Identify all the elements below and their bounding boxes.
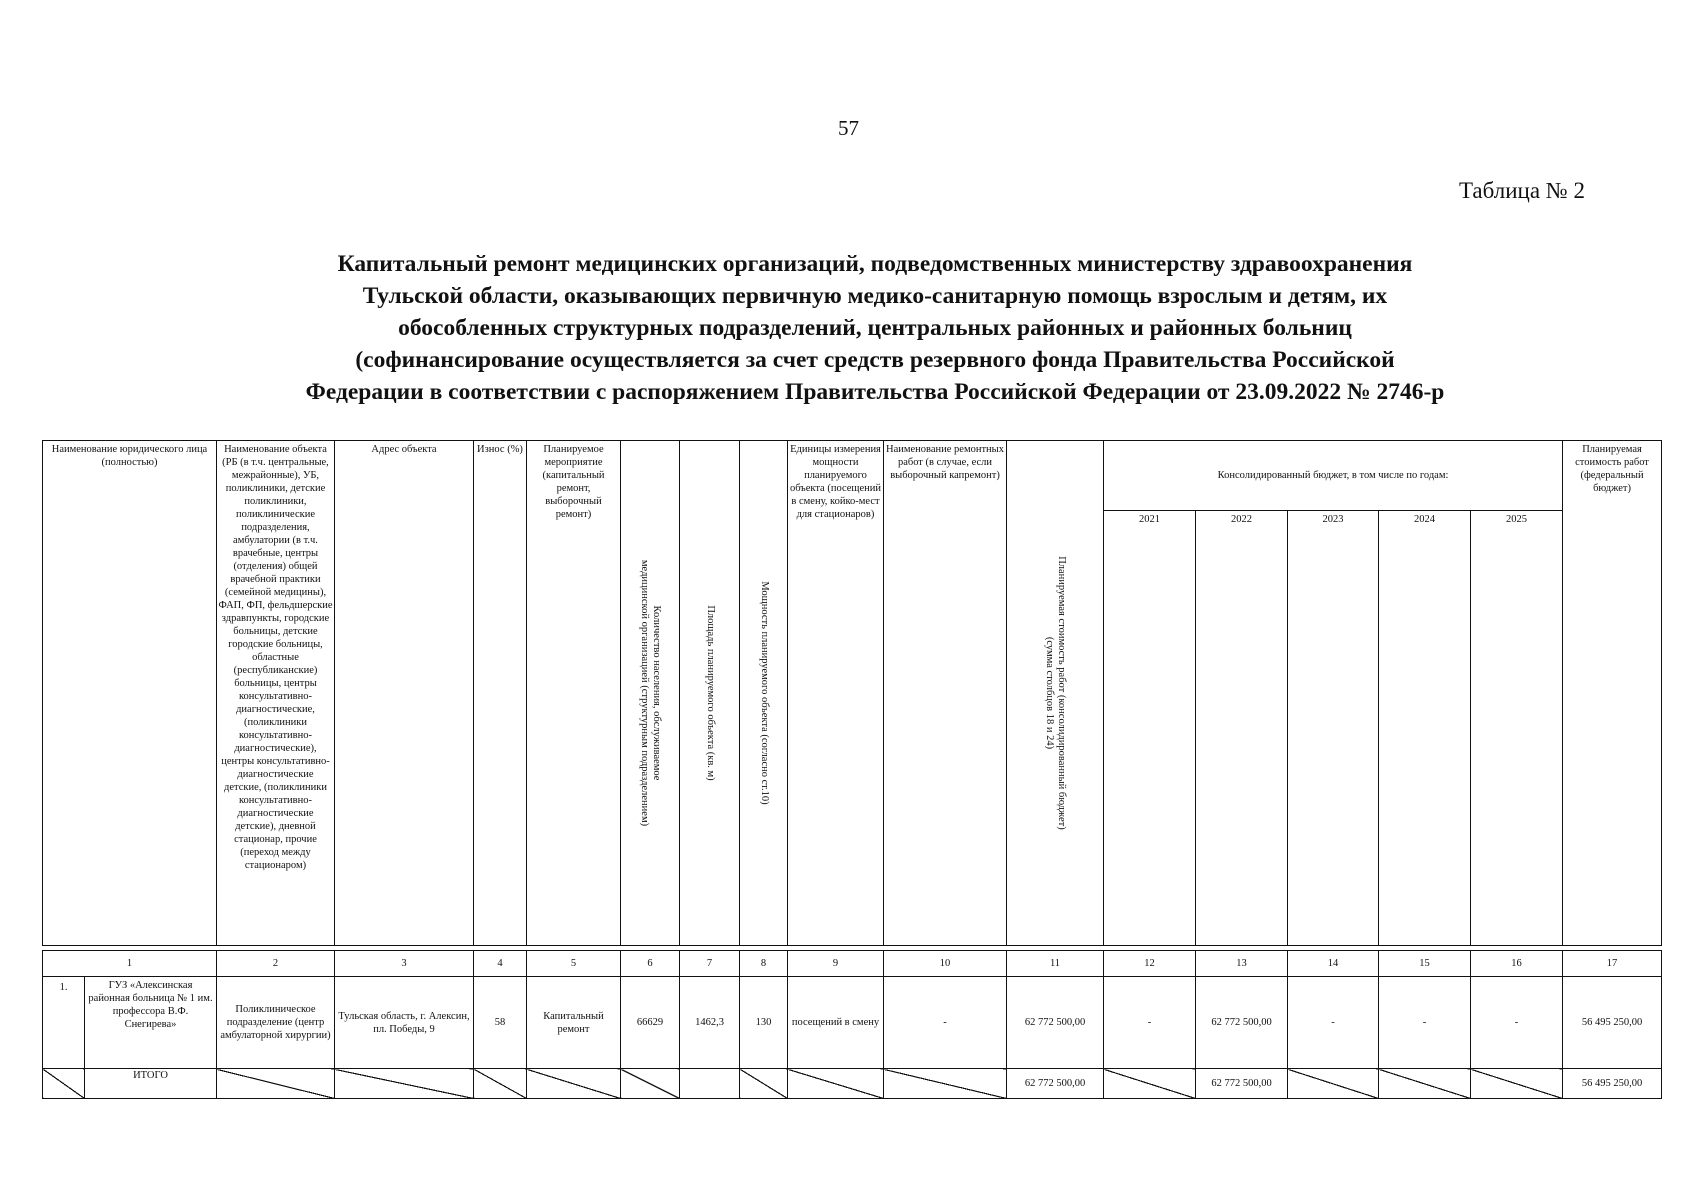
header-year: 2022 bbox=[1196, 511, 1288, 946]
title-line: обособленных структурных подразделений, центральных районных и районных больниц bbox=[398, 315, 1352, 341]
empty-cell bbox=[335, 1069, 474, 1099]
empty-cell bbox=[884, 1069, 1007, 1099]
total-label: ИТОГО bbox=[85, 1069, 217, 1099]
header-area: Площадь планируемого объекта (кв. м) bbox=[680, 441, 740, 946]
column-number: 16 bbox=[1471, 951, 1563, 977]
column-number-row bbox=[43, 951, 1662, 977]
page-number: 57 bbox=[838, 116, 859, 140]
header-table-wrap bbox=[42, 440, 1662, 946]
table-row bbox=[43, 977, 1662, 1069]
header-object-name: Наименование объекта (РБ (в т.ч. центральные, межрайонные), УБ, поликлиники, детские поликлиники, поликлинические подразделения, амбулатории (в т.ч. врачебные, центры (отделения) общей врачебной практики (семейной медицины), ФАП, ФП, фельдшерские здравпункты, городские больницы, детские городские больницы, областные (республиканские) больницы, центры консультативно-диагностические, (поликлиники консультативно-диагностические), центры консультативно-диагностические детские, (поликлиники консультативно-диагностические детские), дневной стационар, прочие (переход между стационаром) bbox=[217, 441, 335, 946]
empty-cell bbox=[1288, 1069, 1379, 1099]
empty-cell bbox=[43, 1069, 85, 1099]
column-number: 5 bbox=[527, 951, 621, 977]
column-number: 11 bbox=[1007, 951, 1104, 977]
title-line: Тульской области, оказывающих первичную медико-санитарную помощь взрослым и детям, их bbox=[362, 283, 1388, 309]
empty-cell bbox=[527, 1069, 621, 1099]
row-year-2021: - bbox=[1104, 977, 1196, 1069]
column-number: 13 bbox=[1196, 951, 1288, 977]
total-year-2022: 62 772 500,00 bbox=[1196, 1069, 1288, 1099]
column-number: 12 bbox=[1104, 951, 1196, 977]
row-total-cost: 62 772 500,00 bbox=[1007, 977, 1104, 1069]
title-line: Федерации в соответствии с распоряжением Правительства Российской Федерации от 23.09.2022 № 2746-р bbox=[305, 379, 1445, 405]
header-population: Количество населения, обслуживаемое медицинской организацией (структурным подразделением) bbox=[621, 441, 680, 946]
column-number: 6 bbox=[621, 951, 680, 977]
header-federal-cost: Планируемая стоимость работ (федеральный бюджет) bbox=[1563, 441, 1662, 946]
header-units: Единицы измерения мощности планируемого объекта (посещений в смену, койко-мест для стационаров) bbox=[788, 441, 884, 946]
column-number: 9 bbox=[788, 951, 884, 977]
header-wear: Износ (%) bbox=[474, 441, 527, 946]
column-number: 8 bbox=[740, 951, 788, 977]
row-federal-cost: 56 495 250,00 bbox=[1563, 977, 1662, 1069]
row-year-2025: - bbox=[1471, 977, 1563, 1069]
header-year: 2025 bbox=[1471, 511, 1563, 946]
title-line: Капитальный ремонт медицинских организаций, подведомственных министерству здравоохранения bbox=[337, 251, 1413, 277]
header-repair-works: Наименование ремонтных работ (в случае, если выборочный капремонт) bbox=[884, 441, 1007, 946]
row-event: Капитальный ремонт bbox=[527, 977, 621, 1069]
column-number: 2 bbox=[217, 951, 335, 977]
header-table bbox=[42, 440, 1662, 946]
row-year-2024: - bbox=[1379, 977, 1471, 1069]
empty-cell bbox=[621, 1069, 680, 1099]
row-capacity: 130 bbox=[740, 977, 788, 1069]
header-legal-entity: Наименование юридического лица (полностью) bbox=[43, 441, 217, 946]
column-number: 7 bbox=[680, 951, 740, 977]
header-year: 2024 bbox=[1379, 511, 1471, 946]
empty-cell bbox=[217, 1069, 335, 1099]
column-number: 3 bbox=[335, 951, 474, 977]
table-label: Таблица № 2 bbox=[1458, 178, 1585, 203]
empty-cell bbox=[680, 1069, 740, 1099]
header-address: Адрес объекта bbox=[335, 441, 474, 946]
empty-cell bbox=[788, 1069, 884, 1099]
column-number: 15 bbox=[1379, 951, 1471, 977]
row-legal-entity: ГУЗ «Алексинская районная больница № 1 им. профессора В.Ф. Снегирева» bbox=[85, 977, 217, 1069]
empty-cell bbox=[1379, 1069, 1471, 1099]
total-row bbox=[43, 1069, 1662, 1099]
empty-cell bbox=[1104, 1069, 1196, 1099]
column-number: 14 bbox=[1288, 951, 1379, 977]
row-year-2022: 62 772 500,00 bbox=[1196, 977, 1288, 1069]
header-planned-event: Планируемое мероприятие (капитальный ремонт, выборочный ремонт) bbox=[527, 441, 621, 946]
total-federal-cost: 56 495 250,00 bbox=[1563, 1069, 1662, 1099]
title-line: (софинансирование осуществляется за счет средств резервного фонда Правительства Российской bbox=[355, 347, 1395, 373]
empty-cell bbox=[740, 1069, 788, 1099]
header-planned-cost: Планируемая стоимость работ (консолидированный бюджет) (сумма столбцов 18 и 24) bbox=[1007, 441, 1104, 946]
row-year-2023: - bbox=[1288, 977, 1379, 1069]
row-address: Тульская область, г. Алексин, пл. Победы, 9 bbox=[335, 977, 474, 1069]
row-repair: - bbox=[884, 977, 1007, 1069]
header-year: 2021 bbox=[1104, 511, 1196, 946]
row-units: посещений в смену bbox=[788, 977, 884, 1069]
header-year: 2023 bbox=[1288, 511, 1379, 946]
row-population: 66629 bbox=[621, 977, 680, 1069]
body-table bbox=[42, 950, 1662, 1099]
empty-cell bbox=[1471, 1069, 1563, 1099]
column-number: 17 bbox=[1563, 951, 1662, 977]
header-consolidated-budget: Консолидированный бюджет, в том числе по годам: bbox=[1104, 441, 1563, 511]
total-cost: 62 772 500,00 bbox=[1007, 1069, 1104, 1099]
column-number: 1 bbox=[43, 951, 217, 977]
body-table-wrap bbox=[42, 950, 1662, 1099]
document-title bbox=[150, 248, 1600, 408]
row-area: 1462,3 bbox=[680, 977, 740, 1069]
empty-cell bbox=[474, 1069, 527, 1099]
row-object: Поликлиническое подразделение (центр амбулаторной хирургии) bbox=[217, 977, 335, 1069]
row-number: 1. bbox=[43, 977, 85, 1069]
column-number: 4 bbox=[474, 951, 527, 977]
column-number: 10 bbox=[884, 951, 1007, 977]
header-capacity: Мощность планируемого объекта (согласно ст.10) bbox=[740, 441, 788, 946]
row-wear: 58 bbox=[474, 977, 527, 1069]
